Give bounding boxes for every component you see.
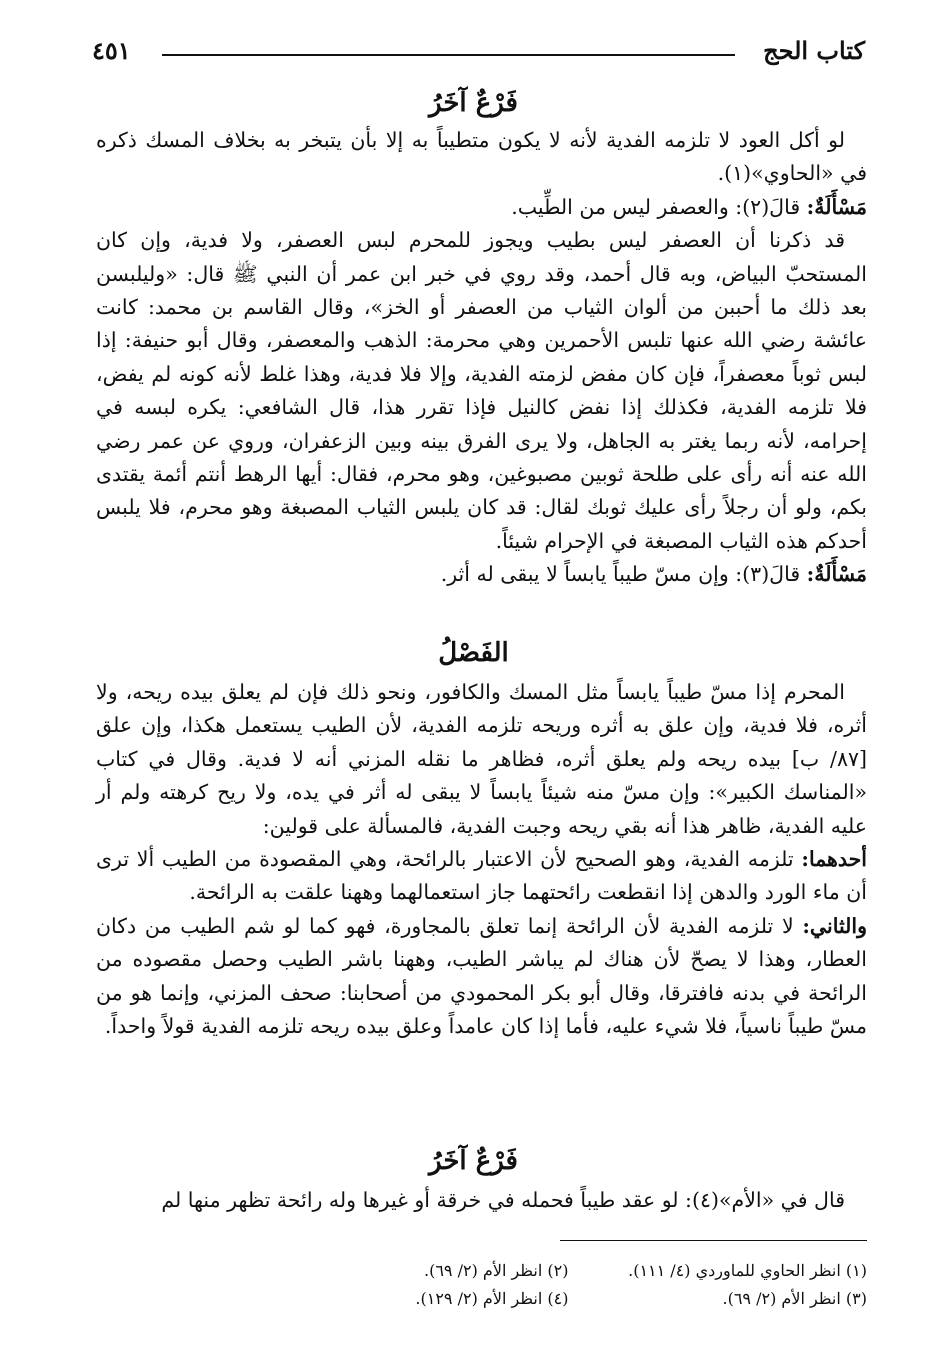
masala (96, 191, 867, 224)
labeled-paragraph (96, 843, 867, 910)
section-heading: الفَصْلُ (438, 638, 509, 668)
paragraph-text: تلزمه الفدية، وهو الصحيح لأن الاعتبار بالرائحة، وهي المقصودة من الطيب ألا ترى أن ماء الورد والدهن إذا انقطعت رائحتهما جاز استعمالهما وههنا علقت به الرائحة. (96, 847, 867, 905)
footnote: (٣) انظر الأم (٢/ ٦٩). (722, 1289, 867, 1308)
section-heading: فَرْعٌ آخَرُ (429, 1146, 518, 1176)
paragraph: قد ذكرنا أن العصفر ليس بطيب ويجوز للمحرم لبس العصفر، ولا فدية، وإن كان المستحبّ البياض، وبه قال أحمد، وقد روي في خبر ابن عمر أن النبي ﷺ قال: «وليلبسن بعد ذلك ما أحببن من ألوان الثياب من العصفر أو الخز»، وقال القاسم بن محمد: كانت عائشة رضي الله عنها تلبس الأحمرين وهي محرمة: الذهب والمعصفر، وقال أبو حنيفة: إذا لبس ثوباً معصفراً، فإن كان مفض لزمته الفدية، وإلا فلا فدية، وهذا غلط لأنه كونه لم يفض، فلا تلزمه الفدية، فكذلك إذا نفض كالنيل فإذا تقرر هذا، قال الشافعي: يكره لبسه في إحرامه، لأنه ربما يغتر به الجاهل، ولا يرى الفرق بينه وبين الزعفران، وروي عن عمر رضي الله عنه أنه رأى على طلحة ثوبين مصبوغين، وهو محرم، فقال: أيها الرهط أنتم أئمة يقتدى بكم، ولو أن رجلاً رأى عليك ثوبك لقال: قد كان يلبس الثياب المصبغة وهو محرم، فلا يلبس أحدكم هذه الثياب المصبغة في الإحرام شيئاً. (96, 228, 867, 553)
header-rule (162, 54, 735, 56)
footnote: (١) انظر الحاوي للماوردي (٤/ ١١١). (628, 1261, 867, 1280)
masala-text: قالَ(٣): وإن مسّ طيباً يابساً لا يبقى له أثر. (440, 562, 801, 587)
footnotes (300, 1260, 867, 1310)
text-block-2 (96, 676, 867, 1043)
footnote: (٢) انظر الأم (٢/ ٦٩). (423, 1261, 569, 1280)
footnote-rule (560, 1240, 867, 1241)
masala-label: مَسْأَلَةٌ: (806, 194, 867, 219)
section-heading: فَرْعٌ آخَرُ (429, 88, 518, 118)
running-header (92, 32, 865, 70)
footnote: (٤) انظر الأم (٢/ ١٢٩). (415, 1289, 569, 1308)
paragraph-text: لا تلزمه الفدية لأن الرائحة إنما تعلق بالمجاورة، فهو كما لو شم الطيب من دكان العطار، وهذا لا يصحّ لأن هناك لم يباشر الطيب، وههنا باشر الطيب وحصل مقصوده من الرائحة في بدنه فافترقا، وقال أبو بكر المحمودي من أصحابنا: صحف المزني، وإنما هو من مسّ طيباً ناسياً، فلا شيء عليه، فأما إذا كان عامداً وعلق بيده ريحه تلزمه الفدية قولاً واحداً. (96, 913, 867, 1039)
paragraph-label: والثاني: (802, 913, 867, 938)
masala (96, 558, 867, 591)
labeled-paragraph (96, 910, 867, 1044)
paragraph-label: أحدهما: (801, 847, 867, 872)
masala-text: قالَ(٢): والعصفر ليس من الطِّيب. (511, 194, 801, 219)
masala-label: مَسْأَلَةٌ: (806, 562, 867, 587)
paragraph: المحرم إذا مسّ طيباً يابساً مثل المسك والكافور، ونحو ذلك فإن لم يعلق بيده ريحه، ولا أثره، فلا فدية، وإن علق به أثره وريحه تلزمه الفدية، لأن الطيب يستعمل هكذا، وإن علق [٨٧/ ب] بيده ريحه ولم يعلق أثره، فظاهر ما نقله المزني أنه لا فدية. وقال في كتاب «المناسك الكبير»: وإن مسّ منه شيئاً يابساً لا يبقى له أثر في يده، ولا ريح كرهته ولم أر عليه الفدية، ظاهر هذا أنه بقي ريحه وجبت الفدية، فالمسألة على قولين: (96, 680, 867, 838)
book-title: كتاب الحج (763, 36, 865, 65)
text-block-3 (96, 1184, 867, 1217)
paragraph: لو أكل العود لا تلزمه الفدية لأنه لا يكون متطيباً به إلا بأن يتبخر به بخلاف المسك ذكره في «الحاوي»(١). (96, 128, 867, 186)
text-block-1 (96, 124, 867, 592)
page-number: ٤٥١ (92, 36, 131, 65)
paragraph: قال في «الأم»(٤): لو عقد طيباً فحمله في خرقة أو غيرها وله رائحة تظهر منها لم (161, 1188, 845, 1212)
